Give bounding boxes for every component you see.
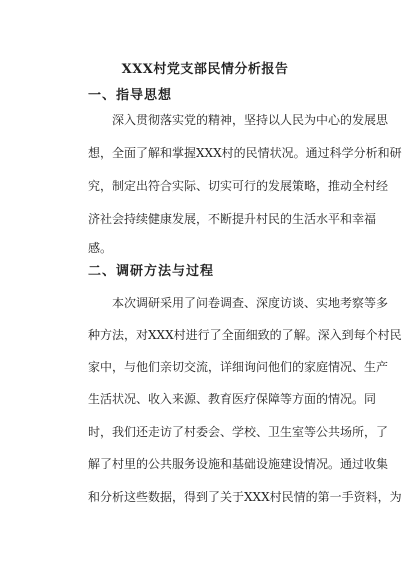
paragraph-line: 深入贯彻落实党的精神，坚持以人民为中心的发展思 — [112, 113, 389, 127]
paragraph-line: 生活状况、收入来源、教育医疗保障等方面的情况。同 — [88, 392, 377, 406]
paragraph-line: 家中，与他们亲切交流，详细询问他们的家庭情况、生产 — [88, 360, 389, 374]
section-heading-guiding-ideology: 一、指导思想 — [88, 88, 173, 103]
paragraph-line: 本次调研采用了问卷调查、深度访谈、实地考察等多 — [112, 296, 389, 310]
paragraph-line: 究，制定出符合实际、切实可行的发展策略，推动全村经 — [88, 179, 389, 193]
paragraph-line: 时，我们还走访了村委会、学校、卫生室等公共场所，了 — [88, 425, 389, 439]
paragraph-line: 解了村里的公共服务设施和基础设施建设情况。通过收集 — [88, 457, 389, 471]
section-heading-research-methods: 二、调研方法与过程 — [88, 264, 215, 279]
paragraph-line: 济社会持续健康发展，不断提升村民的生活水平和幸福 — [88, 212, 377, 226]
document-title: XXX村党支部民情分析报告 — [121, 62, 289, 77]
paragraph-line: 和分析这些数据，得到了关于XXX村民情的第一手资料，为 — [88, 490, 402, 504]
paragraph-line: 想，全面了解和掌握XXX村的民情状况。通过科学分析和研 — [88, 146, 402, 160]
paragraph-line: 种方法，对XXX村进行了全面细致的了解。深入到每个村民 — [88, 328, 402, 342]
paragraph-line: 感。 — [88, 241, 113, 255]
